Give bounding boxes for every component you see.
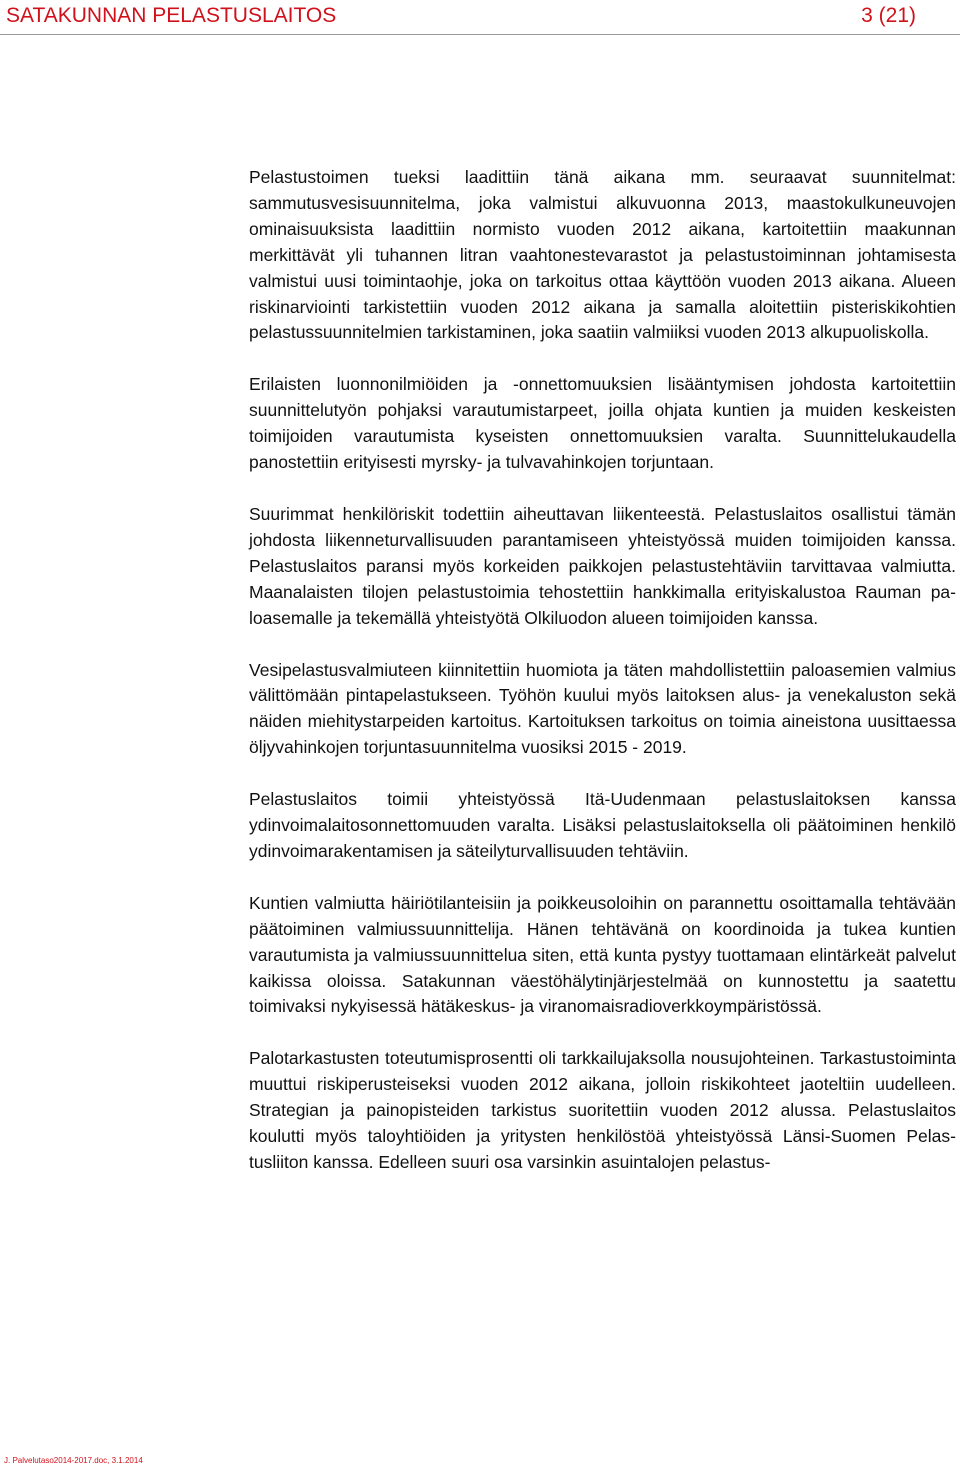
- document-body: [249, 165, 956, 1202]
- paragraph-natural-phenomena: Erilaisten luonnonilmiöiden ja -onnettomuuksien lisääntymisen johdosta kartoitettiin suunnittelutyön pohjaksi varautumistarpeet, joilla ohjata kuntien ja muiden keskeisten toimijoiden varautumista kyseisten onnettomuuksien varalta. Suunnittelukaudella panostettiin erityisesti myrsky- ja tulvavahinkojen torjuntaan.: [249, 374, 956, 473]
- page-header: [0, 0, 960, 34]
- paragraph-nuclear-cooperation: Pelastuslaitos toimii yhteistyössä Itä-Uudenmaan pelastuslaitoksen kanssa ydinvoimalaitosonnettomuuden varalta. Lisäksi pelastuslaitoksella oli päätoiminen henkilö ydinvoimarakentamisen ja säteilyturvallisuuden tehtäviin.: [249, 789, 956, 861]
- paragraph-traffic-risks: Suurimmat henkilöriskit todettiin aiheuttavan liikenteestä. Pelastuslaitos osallistui tämän johdosta liikenneturvallisuuden parantamiseen yhteistyössä muiden toimijoiden kanssa. Pelastuslaitos paransi myös korkeiden paikkojen pelastustehtäviin tarvittavaa valmiutta. Maanalaisten tilojen pelastustoimia tehostettiin hankkimalla erityiskalustoa Rauman paloasemalle ja tekemällä yhteistyötä Olkiluodon alueen toimijoiden kanssa.: [249, 503, 956, 628]
- paragraph-municipal-preparedness: Kuntien valmiutta häiriötilanteisiin ja poikkeusoloihin on parannettu osoittamalla tehtävään päätoiminen valmiussuunnittelija. Hänen tehtävänä on koordinoida ja tukea kuntien varautumista ja valmiussuunnittelua siten, että kunta pystyy tuottamaan elintärkeät palvelut kaikissa oloissa. Satakunnan väestöhälytinjärjestelmää on kunnostettu ja saatettu toimivaksi nykyisessä hätäkeskus- ja viranomaisradioverkkoympäristössä.: [249, 892, 956, 1017]
- page-footer: J. Palvelutaso2014-2017.doc, 3.1.2014: [4, 1456, 143, 1465]
- paragraph-water-rescue: Vesipelastusvalmiuteen kiinnitettiin huomiota ja täten mahdollistettiin paloasemien valmius välittömään pintapelastukseen. Työhön kuului myös laitoksen alus- ja venekaluston sekä näiden miehitystarpeiden kartoitus. Kartoituksen tarkoitus on toimia aineistona uusittaessa öljyvahinkojen torjuntasuunnitelma vuosiksi 2015 - 2019.: [249, 659, 956, 758]
- header-divider: [0, 34, 960, 35]
- page-number: 3 (21): [861, 4, 916, 27]
- paragraph-planning: Pelastustoimen tueksi laadittiin tänä aikana mm. seuraavat suunnitelmat: sammutusvesisuunnitelma, joka valmistui alkuvuonna 2013, maastokulkuneuvojen ominaisuuksista laadittiin normisto vuoden 2012 aikana, kartoitettiin maakunnan merkittävät yli tuhannen litran vaahtonestevarastot ja pelastustoiminnan johtamisesta valmistui uusi toimintaohje, joka on tarkoitus ottaa käyttöön vuoden 2013 aikana. Alueen riskinarviointi tarkistettiin vuoden 2012 aikana ja samalla aloitettiin pisteriskikohtien pelastussuunnitelmien tarkistaminen, joka saatiin valmiiksi vuoden 2013 alkupuoliskolla.: [249, 167, 956, 343]
- paragraph-fire-inspections: Palotarkastusten toteutumisprosentti oli tarkkailujaksolla nousujohteinen. Tarkastustoiminta muuttui riskiperusteiseksi vuoden 2012 aikana, jolloin riskikohteet jaoteltiin uudelleen. Strategian ja painopisteiden tarkistus suoritettiin vuoden 2012 alussa. Pelastuslaitos koulutti myös taloyhtiöiden ja yritysten henkilöstöä yhteistyössä Länsi-Suomen Pelastusliiton kanssa. Edelleen suuri osa varsinkin asuintalojen pelastus-: [249, 1048, 956, 1172]
- organization-title: SATAKUNNAN PELASTUSLAITOS: [6, 4, 337, 27]
